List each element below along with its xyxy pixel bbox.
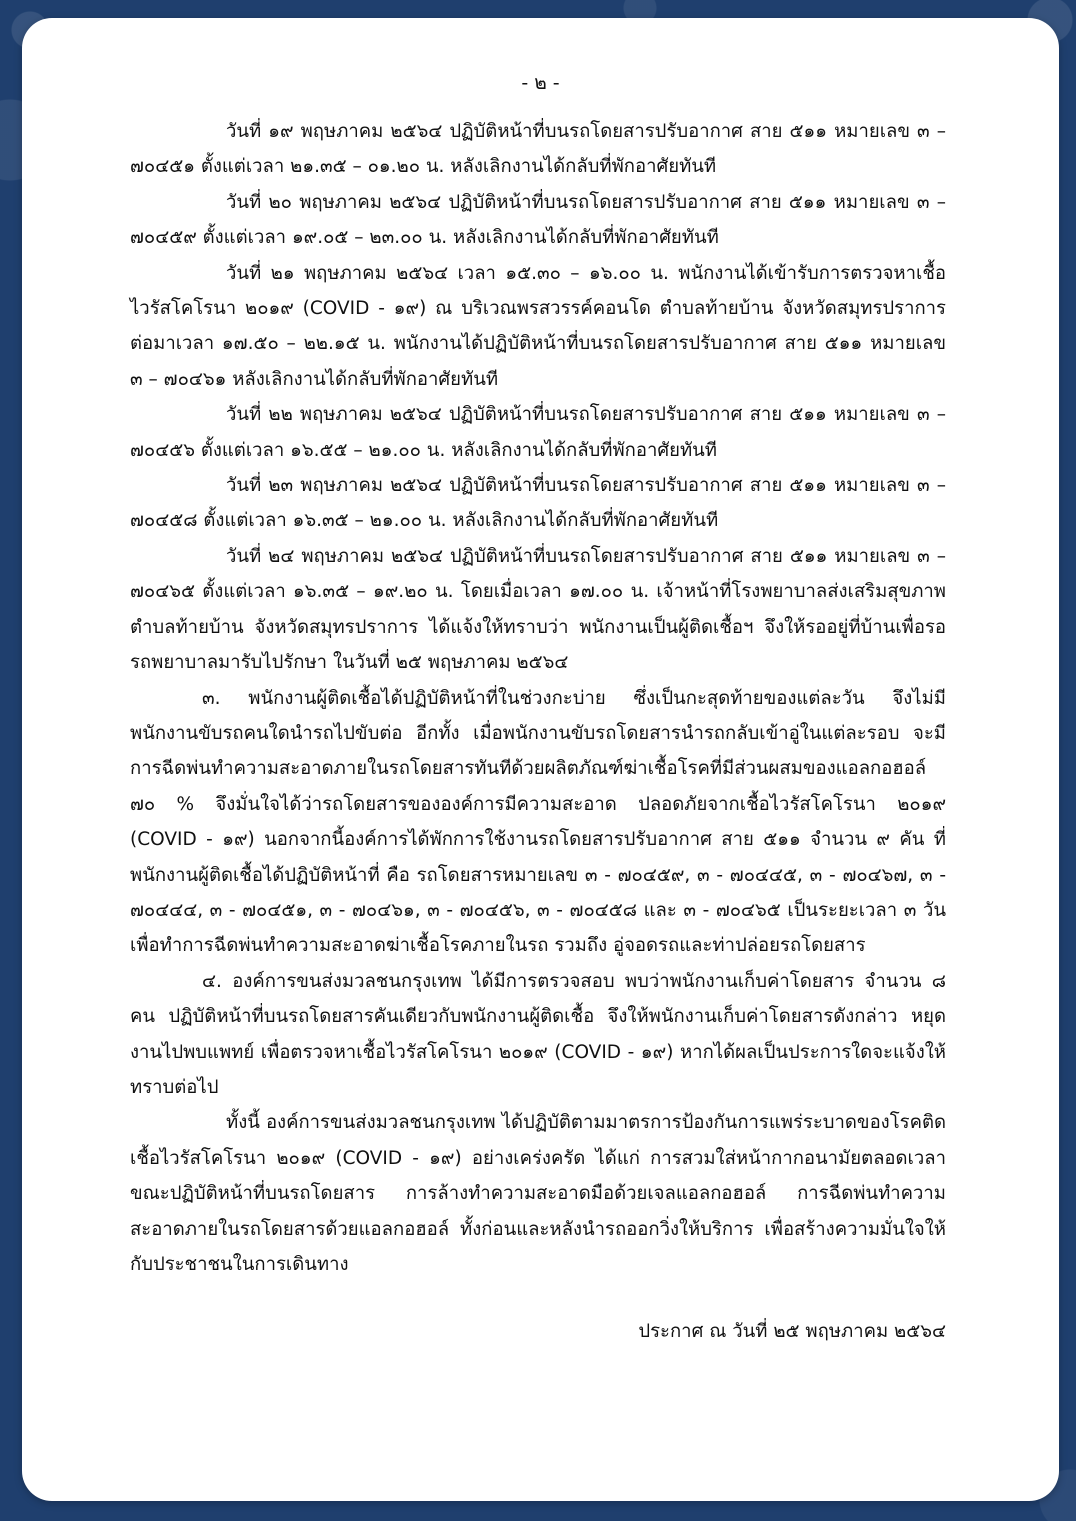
document-page — [22, 18, 1059, 1501]
paragraph-may-20: วันที่ ๒๐ พฤษภาคม ๒๕๖๔ ปฏิบัติหน้าที่บนรถโดยสารปรับอากาศ สาย ๕๑๑ หมายเลข ๓ – ๗๐๔๕๙ ตั้งแต่เวลา ๑๙.๐๕ – ๒๓.๐๐ น. หลังเลิกงานได้กลับที่พักอาศัยทันที — [130, 191, 946, 249]
announcement-date: ประกาศ ณ วันที่ ๒๕ พฤษภาคม ๒๕๖๔ — [638, 1321, 946, 1342]
paragraph-may-22: วันที่ ๒๒ พฤษภาคม ๒๕๖๔ ปฏิบัติหน้าที่บนรถโดยสารปรับอากาศ สาย ๕๑๑ หมายเลข ๓ – ๗๐๔๕๖ ตั้งแต่เวลา ๑๖.๕๕ – ๒๑.๐๐ น. หลังเลิกงานได้กลับที่พักอาศัยทันที — [130, 404, 946, 461]
paragraph-may-23: วันที่ ๒๓ พฤษภาคม ๒๕๖๔ ปฏิบัติหน้าที่บนรถโดยสารปรับอากาศ สาย ๕๑๑ หมายเลข ๓ – ๗๐๔๕๘ ตั้งแต่เวลา ๑๖.๓๕ – ๒๑.๐๐ น. หลังเลิกงานได้กลับที่พักอาศัยทันที — [130, 475, 946, 532]
closing-paragraph: ทั้งนี้ องค์การขนส่งมวลชนกรุงเทพ ได้ปฏิบัติตามมาตรการป้องกันการแพร่ระบาดของโรคติดเชื้อไวรัสโคโรนา ๒๐๑๙ (COVID - ๑๙) อย่างเคร่งครัด ได้แก่ การสวมใส่หน้ากากอนามัยตลอดเวลาขณะปฏิบัติหน้าที่บนรถโดยสาร การล้างทำความสะอาดมือด้วยเจลแอลกอฮอล์ การฉีดพ่นทำความสะอาดภายในรถโดยสารด้วยแอลกอฮอล์ ทั้งก่อนและหลังนำรถออกวิ่งให้บริการ เพื่อสร้างความมั่นใจให้กับประชาชนในการเดินทาง — [130, 1112, 946, 1275]
item-3: ๓. พนักงานผู้ติดเชื้อได้ปฏิบัติหน้าที่ในช่วงกะบ่าย ซึ่งเป็นกะสุดท้ายของแต่ละวัน จึงไม่มีพนักงานขับรถคนใดนำรถไปขับต่อ อีกทั้ง เมื่อพนักงานขับรถโดยสารนำรถกลับเข้าอู่ในแต่ละรอบ จะมีการฉีดพ่นทำความสะอาดภายในรถโดยสารทันทีด้วยผลิตภัณฑ์ฆ่าเชื้อโรคที่มีส่วนผสมของแอลกอฮอล์ ๗๐ % จึงมั่นใจได้ว่ารถโดยสารขององค์การมีความสะอาด ปลอดภัยจากเชื้อไวรัสโคโรนา ๒๐๑๙ (COVID - ๑๙) นอกจากนี้องค์การได้พักการใช้งานรถโดยสารปรับอากาศ สาย ๕๑๑ จำนวน ๙ คัน ที่พนักงานผู้ติดเชื้อได้ปฏิบัติหน้าที่ คือ รถโดยสารหมายเลข ๓ - ๗๐๔๕๙, ๓ - ๗๐๔๔๕, ๓ - ๗๐๔๖๗, ๓ - ๗๐๔๔๔, ๓ - ๗๐๔๕๑, ๓ - ๗๐๔๖๑, ๓ - ๗๐๔๕๖, ๓ - ๗๐๔๕๘ และ ๓ - ๗๐๔๖๕ เป็นระยะเวลา ๓ วัน เพื่อทำการฉีดพ่นทำความสะอาดฆ่าเชื้อโรคภายในรถ รวมถึง อู่จอดรถและท่าปล่อยรถโดยสาร — [130, 687, 946, 957]
item-4: ๔. องค์การขนส่งมวลชนกรุงเทพ ได้มีการตรวจสอบ พบว่าพนักงานเก็บค่าโดยสาร จำนวน ๘ คน ปฏิบัติหน้าที่บนรถโดยสารคันเดียวกับพนักงานผู้ติดเชื้อ จึงให้พนักงานเก็บค่าโดยสารดังกล่าว หยุดงานไปพบแพทย์ เพื่อตรวจหาเชื้อไวรัสโคโรนา ๒๐๑๙ (COVID - ๑๙) หากได้ผลเป็นประการใดจะแจ้งให้ทราบต่อไป — [130, 970, 946, 1098]
paragraph-may-24: วันที่ ๒๔ พฤษภาคม ๒๕๖๔ ปฏิบัติหน้าที่บนรถโดยสารปรับอากาศ สาย ๕๑๑ หมายเลข ๓ – ๗๐๔๖๕ ตั้งแต่เวลา ๑๖.๓๕ – ๑๙.๒๐ น. โดยเมื่อเวลา ๑๗.๐๐ น. เจ้าหน้าที่โรงพยาบาลส่งเสริมสุขภาพตำบลท้ายบ้าน จังหวัดสมุทรปราการ ได้แจ้งให้ทราบว่า พนักงานเป็นผู้ติดเชื้อฯ จึงให้รออยู่ที่บ้านเพื่อรอรถพยาบาลมารับไปรักษา ในวันที่ ๒๕ พฤษภาคม ๒๕๖๔ — [130, 545, 946, 674]
page-number: - ๒ - — [521, 72, 560, 94]
paragraph-may-21: วันที่ ๒๑ พฤษภาคม ๒๕๖๔ เวลา ๑๕.๓๐ – ๑๖.๐๐ น. พนักงานได้เข้ารับการตรวจหาเชื้อไวรัสโคโรนา ๒๐๑๙ (COVID - ๑๙) ณ บริเวณพรสวรรค์คอนโด ตำบลท้ายบ้าน จังหวัดสมุทรปราการ ต่อมาเวลา ๑๗.๕๐ – ๒๒.๑๕ น. พนักงานได้ปฏิบัติหน้าที่บนรถโดยสารปรับอากาศ สาย ๕๑๑ หมายเลข ๓ – ๗๐๔๖๑ หลังเลิกงานได้กลับที่พักอาศัยทันที — [130, 262, 946, 390]
document-body — [130, 114, 946, 1282]
paragraph-may-19: วันที่ ๑๙ พฤษภาคม ๒๕๖๔ ปฏิบัติหน้าที่บนรถโดยสารปรับอากาศ สาย ๕๑๑ หมายเลข ๓ – ๗๐๔๕๑ ตั้งแต่เวลา ๒๑.๓๕ – ๐๑.๒๐ น. หลังเลิกงานได้กลับที่พักอาศัยทันที — [130, 121, 946, 178]
